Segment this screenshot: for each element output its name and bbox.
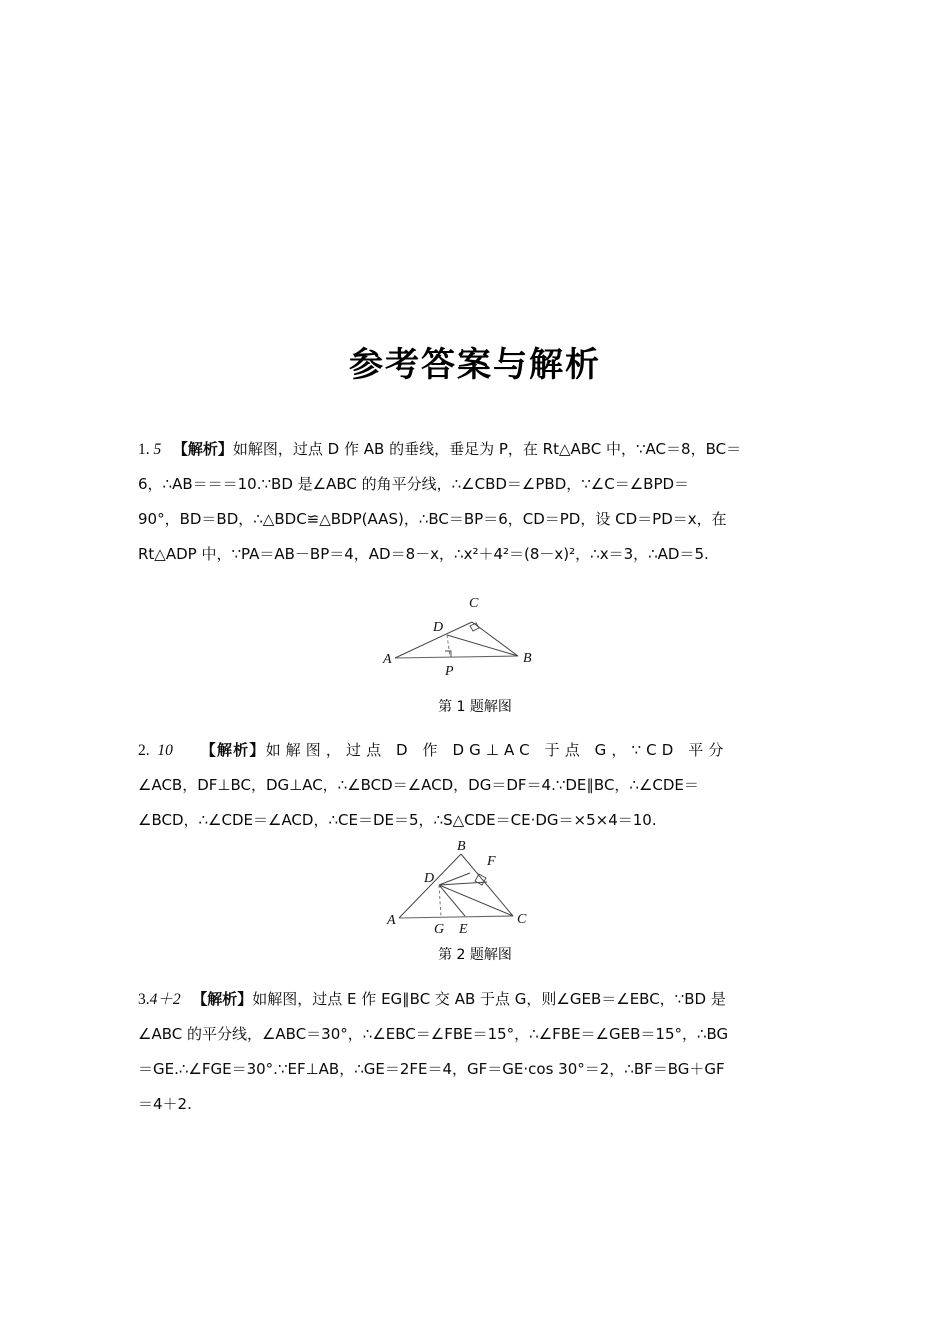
answer-3-line-3: ＝GE.∴∠FGE＝30°.∵EF⊥AB，∴GE＝2FE＝4，GF＝GE·cos 30°＝2，∴BF＝BG＋GF [138,1060,725,1078]
answer-2-number: 2. [138,742,150,759]
answer-2-body-1: 如解图，过点 D 作 DG⊥AC 于点 G，∵CD 平分 [265,741,729,759]
answer-block-3 [138,982,812,1122]
figure-1-caption: 第 1 题解图 [438,699,512,715]
answer-2-line-3: ∠BCD，∴∠CDE＝∠ACD，∴CE＝DE＝5，∴S△CDE＝CE·DG＝×5×4＝10. [138,811,657,829]
right-angle-mark-P [445,651,451,657]
answer-1-line-1 [138,432,812,467]
segment-AB [399,854,461,918]
answer-3-result: 4＋2 [149,991,181,1008]
figure-2-label-B: B [457,839,466,854]
answer-block-1 [138,432,812,572]
answer-1-analysis-label: 【解析】 [172,440,233,458]
figure-1-label-C: C [469,596,479,611]
answer-3-analysis-label: 【解析】 [192,990,253,1008]
segment-DE [439,885,465,916]
figure-1-label-A: A [383,652,392,667]
figure-2-caption: 第 2 题解图 [438,947,512,963]
segment-DG-dashed [439,885,441,917]
figure-2-label-G: G [434,922,445,934]
segment-AC [399,916,513,918]
figure-2-label-F: F [487,854,496,869]
answer-1-line-2: 6，∴AB＝＝＝10.∵BD 是∠ABC 的角平分线，∴∠CBD＝∠PBD，∵∠C＝∠BPD＝ [138,475,690,493]
figure-1-drawing [375,585,575,680]
answer-3-line-4: ＝4＋2. [138,1095,192,1113]
segment-AB [395,656,518,658]
right-angle-mark-F [475,874,486,885]
answer-1-line-4: Rt△ADP 中，∵PA＝AB－BP＝4，AD＝8－x，∴x²＋4²＝(8－x)²，∴x＝3，∴AD＝5. [138,545,709,563]
figure-1-label-B: B [523,651,532,666]
segment-DB [447,635,518,656]
answer-2-line-2: ∠ACB，DF⊥BC，DG⊥AC，∴∠BCD＝∠ACD，DG＝DF＝4.∵DE∥BC，∴∠CDE＝ [138,776,699,794]
answer-1-body-1: 如解图，过点 D 作 AB 的垂线，垂足为 P，在 Rt△ABC 中，∵AC＝8，BC＝ [232,440,742,458]
answer-2-result: 10 [157,742,173,759]
figure-1 [0,585,950,716]
answer-1-number: 1. [138,441,150,458]
answer-1-line-3: 90°，BD＝BD，∴△BDC≌△BDP(AAS)，∴BC＝BP＝6，CD＝PD，设 CD＝PD＝x，在 [138,510,727,528]
answer-2-line-1 [138,733,812,768]
answer-2-analysis-label: 【解析】 [200,741,266,759]
answer-3-line-2: ∠ABC 的平分线，∠ABC＝30°，∴∠EBC＝∠FBE＝15°，∴∠FBE＝∠GEB＝15°，∴BG [138,1025,729,1043]
answer-block-2 [138,733,812,838]
figure-2-label-D: D [424,871,435,886]
page-title: 参考答案与解析 [349,345,601,385]
figure-2-drawing [375,838,575,934]
figure-1-label-P: P [445,664,454,679]
segment-DP-dashed [447,635,450,657]
figure-2-label-C: C [517,912,527,927]
answer-3-line-1 [138,982,812,1017]
right-angle-mark-C [470,623,479,631]
figure-2 [0,838,950,964]
figure-2-label-E: E [459,922,468,934]
figure-2-label-A: A [387,913,396,928]
answer-3-number: 3. [138,991,150,1008]
figure-1-label-D: D [433,620,444,635]
answer-1-result: 5 [153,441,162,458]
answer-3-body-1: 如解图，过点 E 作 EG∥BC 交 AB 于点 G，则∠GEB＝∠EBC，∵BD 是 [252,990,726,1008]
segment-DC [439,885,513,916]
